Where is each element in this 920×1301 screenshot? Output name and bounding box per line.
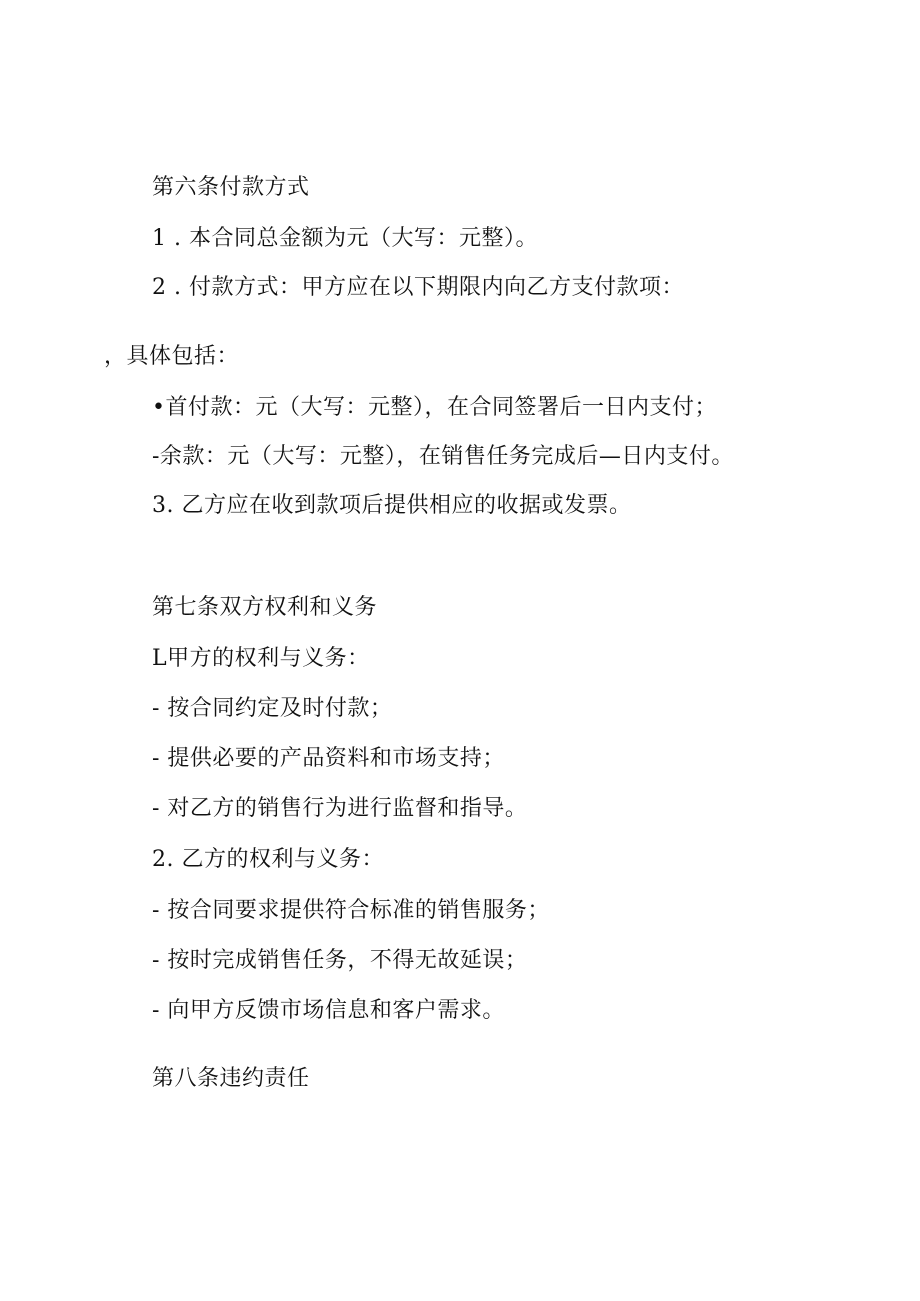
list-item-party-b-1: - 按合同要求提供符合标准的销售服务； [152, 898, 550, 923]
section-heading-8: 第八条违约责任 [152, 1066, 310, 1091]
paragraph-total-amount: 1 . 本合同总金额为元（大写：元整）。 [152, 226, 538, 251]
subheading-party-a: L甲方的权利与义务： [152, 646, 370, 671]
list-item-party-a-1: - 按合同约定及时付款； [152, 696, 393, 721]
subheading-party-b: 2. 乙方的权利与义务： [152, 847, 384, 872]
list-item-party-b-2: - 按时完成销售任务，不得无故延误； [152, 948, 528, 973]
list-item-party-b-3: - 向甲方反馈市场信息和客户需求。 [152, 998, 505, 1023]
paragraph-details: ，具体包括： [104, 344, 240, 369]
list-item-balance: -余款：元（大写：元整），在销售任务完成后—日内支付。 [152, 444, 734, 469]
paragraph-receipt: 3. 乙方应在收到款项后提供相应的收据或发票。 [152, 493, 632, 518]
section-heading-7: 第七条双方权利和义务 [152, 595, 378, 620]
list-item-party-a-3: - 对乙方的销售行为进行监督和指导。 [152, 796, 528, 821]
list-item-party-a-2: - 提供必要的产品资料和市场支持； [152, 746, 505, 771]
list-item-down-payment: •首付款：元（大写：元整），在合同签署后一日内支付； [152, 395, 717, 420]
paragraph-payment-method: 2 . 付款方式：甲方应在以下期限内向乙方支付款项： [152, 275, 684, 300]
section-heading-6: 第六条付款方式 [152, 175, 310, 200]
